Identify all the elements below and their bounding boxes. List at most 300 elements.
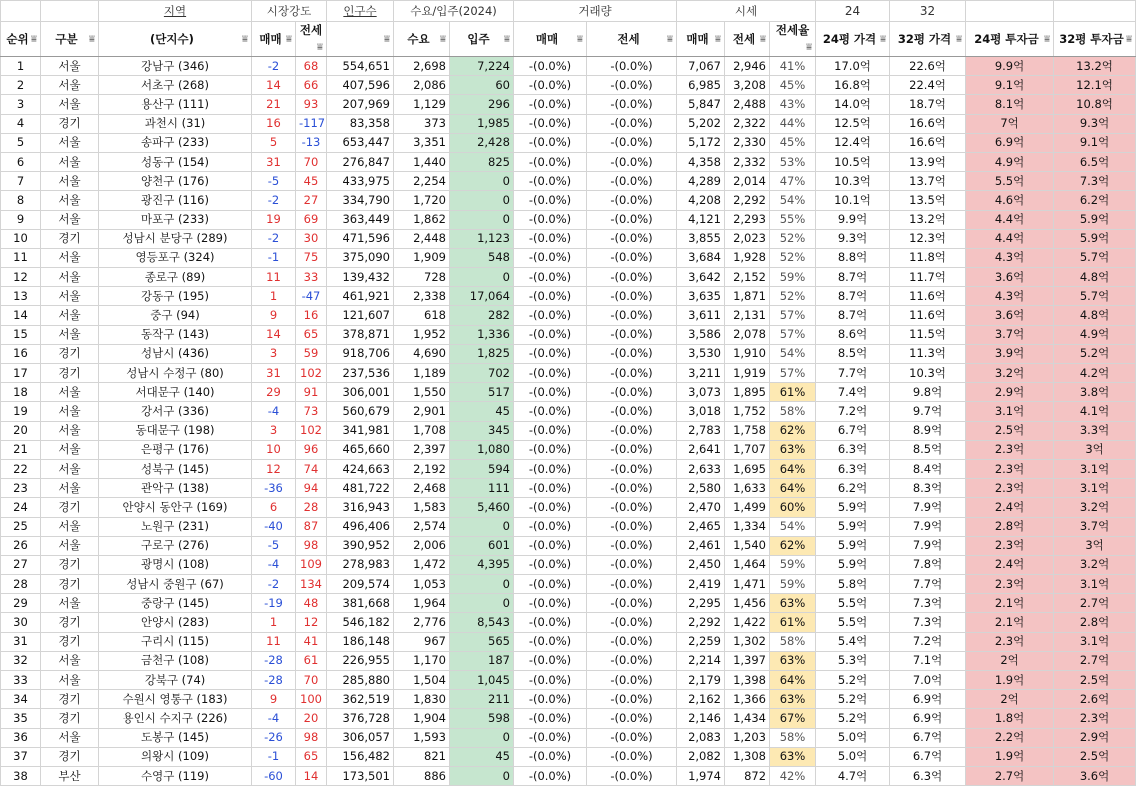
cell-price-24[interactable]: 6.3억 <box>816 459 890 478</box>
cell-invest-24[interactable]: 4.3억 <box>966 248 1054 267</box>
cell-strength-sale[interactable]: -19 <box>252 594 296 613</box>
cell-price-24[interactable]: 5.9억 <box>816 536 890 555</box>
cell-category[interactable]: 서울 <box>41 306 99 325</box>
cell-rank[interactable]: 8 <box>1 191 41 210</box>
cell-demand[interactable]: 2,254 <box>394 172 450 191</box>
cell-volume-jeonse[interactable]: -(0.0%) <box>587 133 677 152</box>
cell-rank[interactable]: 28 <box>1 575 41 594</box>
cell-demand[interactable]: 2,397 <box>394 440 450 459</box>
cell-price-24[interactable]: 16.8억 <box>816 76 890 95</box>
cell-strength-sale[interactable]: 9 <box>252 306 296 325</box>
cell-demand[interactable]: 1,472 <box>394 555 450 574</box>
cell-invest-24[interactable]: 4.9억 <box>966 152 1054 171</box>
cell-invest-32[interactable]: 3.1억 <box>1054 575 1136 594</box>
cell-volume-sale[interactable]: -(0.0%) <box>514 152 587 171</box>
cell-price-jeonse[interactable]: 1,398 <box>725 671 770 690</box>
cell-price-sale[interactable]: 5,202 <box>677 114 725 133</box>
cell-move-in[interactable]: 211 <box>450 690 514 709</box>
cell-price-24[interactable]: 8.5억 <box>816 344 890 363</box>
cell-price-sale[interactable]: 4,208 <box>677 191 725 210</box>
cell-price-24[interactable]: 7.4억 <box>816 383 890 402</box>
cell-category[interactable]: 경기 <box>41 555 99 574</box>
cell-price-jeonse[interactable]: 872 <box>725 766 770 785</box>
cell-rank[interactable]: 11 <box>1 248 41 267</box>
cell-strength-sale[interactable]: 16 <box>252 114 296 133</box>
cell-invest-24[interactable]: 3.9억 <box>966 344 1054 363</box>
cell-invest-24[interactable]: 2.4억 <box>966 555 1054 574</box>
cell-price-sale[interactable]: 7,067 <box>677 57 725 76</box>
cell-price-24[interactable]: 8.7억 <box>816 287 890 306</box>
cell-rank[interactable]: 5 <box>1 133 41 152</box>
cell-strength-jeonse[interactable]: 102 <box>296 364 327 383</box>
cell-volume-sale[interactable]: -(0.0%) <box>514 498 587 517</box>
cell-move-in[interactable]: 1,045 <box>450 671 514 690</box>
cell-region[interactable]: 안양시 동안구 (169) <box>99 498 252 517</box>
cell-price-24[interactable]: 6.3억 <box>816 440 890 459</box>
cell-invest-32[interactable]: 3.1억 <box>1054 479 1136 498</box>
filter-icon[interactable]: ⩸ <box>576 33 583 45</box>
cell-category[interactable]: 경기 <box>41 690 99 709</box>
cell-strength-jeonse[interactable]: 73 <box>296 402 327 421</box>
cell-strength-sale[interactable]: 29 <box>252 383 296 402</box>
cell-demand[interactable]: 967 <box>394 632 450 651</box>
cell-population[interactable]: 83,358 <box>327 114 394 133</box>
cell-price-jeonse[interactable]: 1,434 <box>725 709 770 728</box>
cell-jeonse-ratio[interactable]: 52% <box>770 248 816 267</box>
cell-demand[interactable]: 618 <box>394 306 450 325</box>
cell-price-32[interactable]: 6.3억 <box>890 766 966 785</box>
cell-price-sale[interactable]: 2,162 <box>677 690 725 709</box>
cell-demand[interactable]: 4,690 <box>394 344 450 363</box>
cell-move-in[interactable]: 2,428 <box>450 133 514 152</box>
cell-invest-24[interactable]: 3.2억 <box>966 364 1054 383</box>
cell-demand[interactable]: 1,053 <box>394 575 450 594</box>
column-header[interactable] <box>890 22 966 57</box>
cell-demand[interactable]: 1,129 <box>394 95 450 114</box>
column-header[interactable] <box>966 22 1054 57</box>
cell-strength-sale[interactable]: -5 <box>252 172 296 191</box>
cell-rank[interactable]: 32 <box>1 651 41 670</box>
cell-region[interactable]: 성남시 분당구 (289) <box>99 229 252 248</box>
cell-price-24[interactable]: 5.9억 <box>816 498 890 517</box>
cell-region[interactable]: 수원시 영통구 (183) <box>99 690 252 709</box>
cell-price-24[interactable]: 5.5억 <box>816 613 890 632</box>
cell-strength-sale[interactable]: -40 <box>252 517 296 536</box>
filter-icon[interactable]: ⩸ <box>879 33 887 45</box>
cell-region[interactable]: 구리시 (115) <box>99 632 252 651</box>
cell-price-24[interactable]: 5.8억 <box>816 575 890 594</box>
cell-volume-jeonse[interactable]: -(0.0%) <box>587 306 677 325</box>
cell-invest-32[interactable]: 12.1억 <box>1054 76 1136 95</box>
cell-jeonse-ratio[interactable]: 41% <box>770 57 816 76</box>
cell-price-sale[interactable]: 3,211 <box>677 364 725 383</box>
cell-move-in[interactable]: 1,080 <box>450 440 514 459</box>
cell-strength-sale[interactable]: 3 <box>252 344 296 363</box>
cell-price-24[interactable]: 12.5억 <box>816 114 890 133</box>
cell-volume-sale[interactable]: -(0.0%) <box>514 440 587 459</box>
cell-volume-sale[interactable]: -(0.0%) <box>514 325 587 344</box>
cell-demand[interactable]: 821 <box>394 747 450 766</box>
cell-volume-sale[interactable]: -(0.0%) <box>514 114 587 133</box>
cell-price-32[interactable]: 22.4억 <box>890 76 966 95</box>
cell-price-sale[interactable]: 4,289 <box>677 172 725 191</box>
cell-jeonse-ratio[interactable]: 53% <box>770 152 816 171</box>
cell-population[interactable]: 226,955 <box>327 651 394 670</box>
cell-price-24[interactable]: 4.7억 <box>816 766 890 785</box>
cell-move-in[interactable]: 1,336 <box>450 325 514 344</box>
cell-invest-24[interactable]: 2.9억 <box>966 383 1054 402</box>
cell-region[interactable]: 중랑구 (145) <box>99 594 252 613</box>
cell-volume-jeonse[interactable]: -(0.0%) <box>587 690 677 709</box>
cell-price-sale[interactable]: 2,214 <box>677 651 725 670</box>
cell-strength-sale[interactable]: -4 <box>252 402 296 421</box>
cell-price-32[interactable]: 16.6억 <box>890 133 966 152</box>
cell-population[interactable]: 381,668 <box>327 594 394 613</box>
cell-category[interactable]: 서울 <box>41 479 99 498</box>
cell-strength-sale[interactable]: 11 <box>252 632 296 651</box>
filter-icon[interactable]: ⩸ <box>666 33 674 45</box>
cell-invest-24[interactable]: 2.1억 <box>966 594 1054 613</box>
cell-volume-jeonse[interactable]: -(0.0%) <box>587 325 677 344</box>
cell-price-24[interactable]: 5.2억 <box>816 671 890 690</box>
cell-invest-32[interactable]: 3.2억 <box>1054 498 1136 517</box>
cell-strength-jeonse[interactable]: 68 <box>296 57 327 76</box>
cell-region[interactable]: 서초구 (268) <box>99 76 252 95</box>
cell-jeonse-ratio[interactable]: 52% <box>770 229 816 248</box>
cell-price-jeonse[interactable]: 1,302 <box>725 632 770 651</box>
cell-price-24[interactable]: 5.9억 <box>816 517 890 536</box>
cell-category[interactable]: 서울 <box>41 57 99 76</box>
cell-invest-32[interactable]: 3.2억 <box>1054 555 1136 574</box>
cell-strength-jeonse[interactable]: 100 <box>296 690 327 709</box>
cell-jeonse-ratio[interactable]: 54% <box>770 344 816 363</box>
cell-price-32[interactable]: 11.3억 <box>890 344 966 363</box>
cell-price-32[interactable]: 9.8억 <box>890 383 966 402</box>
cell-price-sale[interactable]: 5,847 <box>677 95 725 114</box>
cell-move-in[interactable]: 0 <box>450 728 514 747</box>
cell-volume-sale[interactable]: -(0.0%) <box>514 575 587 594</box>
cell-demand[interactable]: 1,830 <box>394 690 450 709</box>
cell-move-in[interactable]: 345 <box>450 421 514 440</box>
cell-price-sale[interactable]: 3,073 <box>677 383 725 402</box>
cell-region[interactable]: 양천구 (176) <box>99 172 252 191</box>
cell-volume-sale[interactable]: -(0.0%) <box>514 709 587 728</box>
cell-strength-jeonse[interactable]: -117 <box>296 114 327 133</box>
cell-invest-24[interactable]: 2.3억 <box>966 479 1054 498</box>
cell-population[interactable]: 209,574 <box>327 575 394 594</box>
cell-volume-jeonse[interactable]: -(0.0%) <box>587 459 677 478</box>
cell-invest-32[interactable]: 5.7억 <box>1054 248 1136 267</box>
cell-demand[interactable]: 373 <box>394 114 450 133</box>
cell-strength-jeonse[interactable]: 59 <box>296 344 327 363</box>
column-header[interactable] <box>677 22 725 57</box>
cell-price-jeonse[interactable]: 1,366 <box>725 690 770 709</box>
cell-volume-jeonse[interactable]: -(0.0%) <box>587 594 677 613</box>
filter-icon[interactable]: ⩸ <box>88 33 95 45</box>
cell-invest-24[interactable]: 2.8억 <box>966 517 1054 536</box>
cell-price-24[interactable]: 10.5억 <box>816 152 890 171</box>
cell-region[interactable]: 영등포구 (324) <box>99 248 252 267</box>
cell-strength-sale[interactable]: -4 <box>252 709 296 728</box>
column-header[interactable] <box>816 22 890 57</box>
cell-price-sale[interactable]: 2,465 <box>677 517 725 536</box>
cell-rank[interactable]: 30 <box>1 613 41 632</box>
cell-move-in[interactable]: 45 <box>450 747 514 766</box>
cell-move-in[interactable]: 0 <box>450 210 514 229</box>
cell-price-jeonse[interactable]: 1,919 <box>725 364 770 383</box>
cell-price-sale[interactable]: 3,855 <box>677 229 725 248</box>
cell-population[interactable]: 173,501 <box>327 766 394 785</box>
column-header[interactable] <box>450 22 514 57</box>
cell-strength-jeonse[interactable]: 61 <box>296 651 327 670</box>
cell-price-jeonse[interactable]: 1,203 <box>725 728 770 747</box>
cell-jeonse-ratio[interactable]: 63% <box>770 690 816 709</box>
cell-move-in[interactable]: 0 <box>450 172 514 191</box>
cell-strength-sale[interactable]: -4 <box>252 555 296 574</box>
cell-strength-jeonse[interactable]: 70 <box>296 152 327 171</box>
cell-invest-32[interactable]: 5.9억 <box>1054 210 1136 229</box>
cell-demand[interactable]: 2,192 <box>394 459 450 478</box>
cell-category[interactable]: 서울 <box>41 402 99 421</box>
cell-invest-24[interactable]: 6.9억 <box>966 133 1054 152</box>
cell-demand[interactable]: 2,338 <box>394 287 450 306</box>
column-header[interactable] <box>41 22 99 57</box>
cell-price-sale[interactable]: 3,586 <box>677 325 725 344</box>
cell-demand[interactable]: 1,964 <box>394 594 450 613</box>
cell-demand[interactable]: 1,904 <box>394 709 450 728</box>
cell-invest-32[interactable]: 3억 <box>1054 536 1136 555</box>
cell-invest-24[interactable]: 7억 <box>966 114 1054 133</box>
cell-volume-sale[interactable]: -(0.0%) <box>514 747 587 766</box>
cell-jeonse-ratio[interactable]: 64% <box>770 459 816 478</box>
cell-population[interactable]: 285,880 <box>327 671 394 690</box>
cell-strength-sale[interactable]: 19 <box>252 210 296 229</box>
cell-region[interactable]: 서대문구 (140) <box>99 383 252 402</box>
cell-region[interactable]: 중구 (94) <box>99 306 252 325</box>
cell-rank[interactable]: 4 <box>1 114 41 133</box>
cell-category[interactable]: 경기 <box>41 613 99 632</box>
cell-rank[interactable]: 33 <box>1 671 41 690</box>
cell-invest-32[interactable]: 6.5억 <box>1054 152 1136 171</box>
cell-jeonse-ratio[interactable]: 42% <box>770 766 816 785</box>
cell-region[interactable]: 성남시 (436) <box>99 344 252 363</box>
cell-price-sale[interactable]: 3,635 <box>677 287 725 306</box>
cell-jeonse-ratio[interactable]: 54% <box>770 517 816 536</box>
cell-price-jeonse[interactable]: 1,871 <box>725 287 770 306</box>
cell-population[interactable]: 362,519 <box>327 690 394 709</box>
cell-category[interactable]: 경기 <box>41 709 99 728</box>
cell-demand[interactable]: 728 <box>394 268 450 287</box>
cell-population[interactable]: 156,482 <box>327 747 394 766</box>
cell-price-sale[interactable]: 3,530 <box>677 344 725 363</box>
cell-population[interactable]: 237,536 <box>327 364 394 383</box>
cell-demand[interactable]: 1,504 <box>394 671 450 690</box>
cell-volume-jeonse[interactable]: -(0.0%) <box>587 229 677 248</box>
filter-icon[interactable]: ⩸ <box>955 33 963 45</box>
cell-strength-sale[interactable]: 14 <box>252 325 296 344</box>
cell-strength-jeonse[interactable]: 87 <box>296 517 327 536</box>
cell-invest-24[interactable]: 4.3억 <box>966 287 1054 306</box>
cell-price-jeonse[interactable]: 2,946 <box>725 57 770 76</box>
cell-volume-sale[interactable]: -(0.0%) <box>514 76 587 95</box>
cell-volume-sale[interactable]: -(0.0%) <box>514 536 587 555</box>
cell-demand[interactable]: 1,440 <box>394 152 450 171</box>
cell-invest-24[interactable]: 3.6억 <box>966 268 1054 287</box>
cell-move-in[interactable]: 0 <box>450 268 514 287</box>
filter-icon[interactable]: ⩸ <box>30 33 37 45</box>
cell-population[interactable]: 207,969 <box>327 95 394 114</box>
cell-price-sale[interactable]: 2,179 <box>677 671 725 690</box>
cell-volume-jeonse[interactable]: -(0.0%) <box>587 747 677 766</box>
cell-category[interactable]: 서울 <box>41 459 99 478</box>
cell-invest-32[interactable]: 3.8억 <box>1054 383 1136 402</box>
cell-price-32[interactable]: 7.2억 <box>890 632 966 651</box>
cell-category[interactable]: 경기 <box>41 364 99 383</box>
cell-region[interactable]: 강동구 (195) <box>99 287 252 306</box>
cell-jeonse-ratio[interactable]: 67% <box>770 709 816 728</box>
cell-strength-sale[interactable]: 12 <box>252 459 296 478</box>
column-header[interactable] <box>327 22 394 57</box>
cell-volume-jeonse[interactable]: -(0.0%) <box>587 287 677 306</box>
cell-move-in[interactable]: 8,543 <box>450 613 514 632</box>
cell-move-in[interactable]: 601 <box>450 536 514 555</box>
cell-strength-sale[interactable]: -28 <box>252 671 296 690</box>
cell-strength-jeonse[interactable]: 27 <box>296 191 327 210</box>
column-header[interactable] <box>296 22 327 57</box>
cell-price-24[interactable]: 8.7억 <box>816 306 890 325</box>
cell-demand[interactable]: 2,086 <box>394 76 450 95</box>
cell-price-32[interactable]: 13.2억 <box>890 210 966 229</box>
cell-price-32[interactable]: 13.5억 <box>890 191 966 210</box>
cell-strength-jeonse[interactable]: 65 <box>296 747 327 766</box>
cell-strength-sale[interactable]: 21 <box>252 95 296 114</box>
cell-volume-jeonse[interactable]: -(0.0%) <box>587 172 677 191</box>
cell-demand[interactable]: 2,574 <box>394 517 450 536</box>
cell-jeonse-ratio[interactable]: 43% <box>770 95 816 114</box>
cell-strength-jeonse[interactable]: -47 <box>296 287 327 306</box>
cell-jeonse-ratio[interactable]: 58% <box>770 728 816 747</box>
cell-volume-sale[interactable]: -(0.0%) <box>514 344 587 363</box>
cell-move-in[interactable]: 0 <box>450 191 514 210</box>
cell-volume-sale[interactable]: -(0.0%) <box>514 671 587 690</box>
cell-price-24[interactable]: 5.9억 <box>816 555 890 574</box>
cell-strength-sale[interactable]: 31 <box>252 364 296 383</box>
cell-invest-32[interactable]: 3.3억 <box>1054 421 1136 440</box>
cell-strength-jeonse[interactable]: -13 <box>296 133 327 152</box>
cell-price-24[interactable]: 14.0억 <box>816 95 890 114</box>
cell-volume-sale[interactable]: -(0.0%) <box>514 268 587 287</box>
cell-population[interactable]: 433,975 <box>327 172 394 191</box>
cell-invest-24[interactable]: 4.6억 <box>966 191 1054 210</box>
cell-population[interactable]: 496,406 <box>327 517 394 536</box>
cell-move-in[interactable]: 187 <box>450 651 514 670</box>
cell-invest-32[interactable]: 7.3억 <box>1054 172 1136 191</box>
cell-price-sale[interactable]: 2,083 <box>677 728 725 747</box>
cell-volume-jeonse[interactable]: -(0.0%) <box>587 613 677 632</box>
cell-rank[interactable]: 27 <box>1 555 41 574</box>
cell-price-32[interactable]: 6.7억 <box>890 728 966 747</box>
cell-price-32[interactable]: 7.0억 <box>890 671 966 690</box>
cell-category[interactable]: 서울 <box>41 268 99 287</box>
cell-population[interactable]: 186,148 <box>327 632 394 651</box>
cell-price-sale[interactable]: 2,461 <box>677 536 725 555</box>
cell-volume-jeonse[interactable]: -(0.0%) <box>587 709 677 728</box>
cell-strength-sale[interactable]: -2 <box>252 229 296 248</box>
cell-jeonse-ratio[interactable]: 62% <box>770 536 816 555</box>
cell-strength-sale[interactable]: -2 <box>252 57 296 76</box>
filter-icon[interactable]: ⩸ <box>1125 33 1133 45</box>
cell-volume-sale[interactable]: -(0.0%) <box>514 95 587 114</box>
cell-region[interactable]: 광명시 (108) <box>99 555 252 574</box>
cell-jeonse-ratio[interactable]: 63% <box>770 594 816 613</box>
column-header[interactable] <box>252 22 296 57</box>
cell-region[interactable]: 성동구 (154) <box>99 152 252 171</box>
cell-price-jeonse[interactable]: 1,308 <box>725 747 770 766</box>
cell-price-sale[interactable]: 2,419 <box>677 575 725 594</box>
cell-price-jeonse[interactable]: 1,758 <box>725 421 770 440</box>
cell-category[interactable]: 서울 <box>41 76 99 95</box>
cell-move-in[interactable]: 5,460 <box>450 498 514 517</box>
cell-jeonse-ratio[interactable]: 57% <box>770 364 816 383</box>
cell-population[interactable]: 306,001 <box>327 383 394 402</box>
cell-region[interactable]: 관악구 (138) <box>99 479 252 498</box>
cell-move-in[interactable]: 598 <box>450 709 514 728</box>
cell-invest-24[interactable]: 2.3억 <box>966 536 1054 555</box>
cell-category[interactable]: 서울 <box>41 325 99 344</box>
cell-volume-sale[interactable]: -(0.0%) <box>514 613 587 632</box>
cell-population[interactable]: 375,090 <box>327 248 394 267</box>
cell-invest-32[interactable]: 5.7억 <box>1054 287 1136 306</box>
cell-rank[interactable]: 26 <box>1 536 41 555</box>
cell-demand[interactable]: 1,550 <box>394 383 450 402</box>
cell-volume-sale[interactable]: -(0.0%) <box>514 766 587 785</box>
cell-volume-sale[interactable]: -(0.0%) <box>514 306 587 325</box>
cell-price-32[interactable]: 12.3억 <box>890 229 966 248</box>
cell-rank[interactable]: 37 <box>1 747 41 766</box>
cell-price-32[interactable]: 13.7억 <box>890 172 966 191</box>
cell-volume-jeonse[interactable]: -(0.0%) <box>587 536 677 555</box>
cell-volume-sale[interactable]: -(0.0%) <box>514 229 587 248</box>
cell-volume-sale[interactable]: -(0.0%) <box>514 479 587 498</box>
cell-jeonse-ratio[interactable]: 52% <box>770 287 816 306</box>
cell-volume-jeonse[interactable]: -(0.0%) <box>587 344 677 363</box>
cell-volume-jeonse[interactable]: -(0.0%) <box>587 555 677 574</box>
cell-price-32[interactable]: 7.3억 <box>890 613 966 632</box>
cell-volume-jeonse[interactable]: -(0.0%) <box>587 114 677 133</box>
cell-price-sale[interactable]: 2,450 <box>677 555 725 574</box>
cell-move-in[interactable]: 517 <box>450 383 514 402</box>
cell-rank[interactable]: 15 <box>1 325 41 344</box>
cell-move-in[interactable]: 45 <box>450 402 514 421</box>
cell-rank[interactable]: 3 <box>1 95 41 114</box>
cell-rank[interactable]: 10 <box>1 229 41 248</box>
cell-strength-jeonse[interactable]: 30 <box>296 229 327 248</box>
cell-volume-sale[interactable]: -(0.0%) <box>514 191 587 210</box>
cell-rank[interactable]: 19 <box>1 402 41 421</box>
cell-price-32[interactable]: 6.7억 <box>890 747 966 766</box>
cell-strength-jeonse[interactable]: 93 <box>296 95 327 114</box>
cell-region[interactable]: 은평구 (176) <box>99 440 252 459</box>
cell-region[interactable]: 용산구 (111) <box>99 95 252 114</box>
cell-volume-jeonse[interactable]: -(0.0%) <box>587 364 677 383</box>
cell-region[interactable]: 구로구 (276) <box>99 536 252 555</box>
cell-volume-jeonse[interactable]: -(0.0%) <box>587 402 677 421</box>
cell-jeonse-ratio[interactable]: 59% <box>770 268 816 287</box>
cell-price-32[interactable]: 7.7억 <box>890 575 966 594</box>
cell-price-32[interactable]: 8.9억 <box>890 421 966 440</box>
cell-invest-32[interactable]: 6.2억 <box>1054 191 1136 210</box>
cell-demand[interactable]: 2,448 <box>394 229 450 248</box>
